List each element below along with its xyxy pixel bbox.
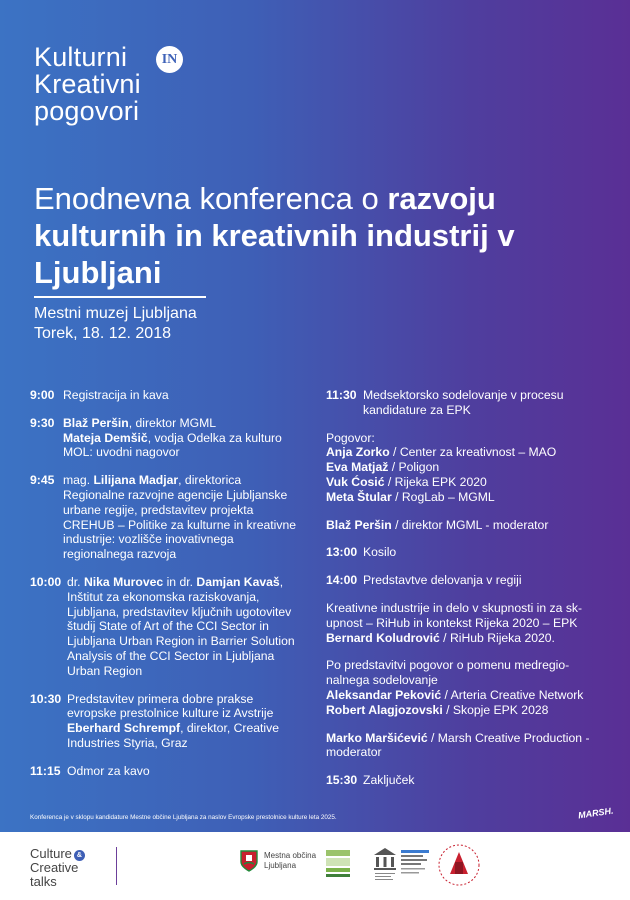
panel-label: Pogovor: (326, 430, 375, 445)
speaker-role: , direktorica (178, 473, 242, 488)
brand-line-1: Kulturni (34, 42, 128, 72)
program-text: Registracija in kava (63, 388, 169, 402)
footnote: Konferenca je v sklopu kandidature Mestne občine Ljubljana za naslov Evropske prestolnice kulture leta 2025. (30, 814, 337, 821)
title-prefix: mag. (63, 473, 94, 488)
panel-discussion (326, 431, 606, 505)
unesco-temple-icon (372, 846, 398, 882)
program-time: 9:30 (30, 415, 55, 430)
speaker-role: / RogLab – MGML (391, 489, 495, 504)
program-item (30, 416, 310, 460)
program-text: Odmor za kavo (67, 763, 150, 778)
speaker-role: , vodja Odelka za kulturo (147, 430, 282, 445)
program-item (30, 575, 310, 679)
program-left-column (30, 388, 310, 792)
brand-logo (34, 44, 141, 125)
speaker-role: / Rijeka EPK 2020 (384, 474, 487, 489)
speaker-name: Anja Zorko (326, 445, 390, 460)
program-time: 11:30 (326, 388, 357, 402)
program-line: upnost – RiHub in kontekst Rijeka 2020 – EPK (326, 615, 578, 630)
speaker-role: / Marsh Creative Production - (427, 730, 590, 745)
program-time: 13:00 (326, 545, 358, 560)
ct-line-1: Culture (30, 846, 72, 861)
footer-logos (0, 832, 630, 900)
program-line: Analysis of the CCI Sector in Ljubljana (67, 648, 275, 663)
program-time: 9:45 (30, 473, 55, 488)
speaker-name: Bernard Koludrović (326, 630, 440, 645)
program-time: 15:30 (326, 773, 358, 788)
speaker-role: / Skopje EPK 2028 (442, 702, 549, 717)
program-line: kandidature za EPK (363, 402, 471, 417)
venue-date: Torek, 18. 12. 2018 (34, 325, 171, 342)
mol-line-2: Ljubljana (264, 861, 297, 870)
speaker-name: Nika Murovec (83, 574, 164, 589)
footer-divider (116, 847, 117, 885)
program-item (30, 473, 310, 562)
program-text: Zaključek (363, 773, 415, 788)
program-line: Industries Styria, Graz (67, 735, 188, 750)
venue-place: Mestni muzej Ljubljana (34, 305, 197, 322)
program-item (326, 545, 606, 560)
program-line: študij State of Art of the CCI Sector in (67, 619, 269, 634)
program-line: nalnega sodelovanje (326, 673, 438, 688)
headline (34, 180, 604, 291)
speaker-name: Meta Štular (326, 489, 392, 504)
ct-line-2: Creative (30, 860, 79, 875)
speaker-role: / Arteria Creative Network (441, 687, 584, 702)
ljubljana-shield-icon (240, 850, 258, 872)
program-line: Inštitut za ekonomska raziskovanja, (67, 589, 260, 604)
program-time: 11:15 (30, 763, 61, 778)
speaker-name: Aleksandar Peković (326, 687, 442, 702)
interregional-block (326, 658, 606, 717)
speaker-name: Blaž Peršin (326, 517, 392, 532)
speaker-name: Robert Alagjozovski (326, 702, 443, 717)
program-line: regionalnega razvoja (63, 547, 177, 562)
program-right-column (326, 388, 606, 801)
program-line: Ljubljana, predstavitev ključnih ugotovitev (67, 604, 292, 619)
speaker-role: / Poligon (388, 460, 440, 475)
program-item (326, 573, 606, 588)
program-text: Predstavtve delovanja v regiji (363, 573, 522, 588)
speaker-name: Mateja Demšič (63, 430, 148, 445)
speaker-role: / direktor MGML - moderator (391, 517, 549, 532)
speaker-role: / Center za kreativnost – MAO (389, 445, 557, 460)
moderator-line (326, 518, 606, 533)
speaker-role: , direktor MGML (128, 415, 217, 430)
program-item (30, 692, 310, 751)
venue (34, 304, 197, 344)
program-line: Ljubljana Urban Region in Barrier Solution (67, 634, 295, 649)
headline-part-2: razvoju kulturnih in kreativnih industrij v Ljubljani (34, 181, 515, 290)
program-time: 14:00 (326, 573, 358, 588)
bid-circle-logo-icon (436, 842, 482, 888)
headline-part-1: Enodnevna konferenca o (34, 181, 388, 216)
program-line: CREHUB – Politike za kulturne in kreativne (63, 517, 297, 532)
connector: in dr. (163, 574, 197, 589)
program-line: urbane regije, predstavitev projekta (63, 502, 254, 517)
program-item (326, 773, 606, 788)
marsh-logo: MARSH. (577, 805, 615, 821)
speaker-role: , direktor, Creative (180, 721, 280, 736)
in-badge-icon: IN (156, 46, 183, 73)
speaker-name: Lilijana Madjar (93, 473, 179, 488)
speaker-name: Eberhard Schrempf (67, 721, 181, 736)
speaker-name: Marko Maršićević (326, 730, 428, 745)
program-line: Po predstavitvi pogovor o pomenu medregio- (326, 658, 570, 673)
program-time: 10:30 (30, 691, 62, 706)
program-line: moderator (326, 745, 382, 760)
program-time: 10:00 (30, 574, 62, 589)
speaker-name: Blaž Peršin (63, 415, 129, 430)
ct-line-3: talks (30, 874, 57, 889)
program-line: Urban Region (67, 663, 143, 678)
moderator-line (326, 731, 606, 761)
speaker-name: Vuk Ćosić (326, 474, 385, 489)
punct: , (279, 574, 284, 589)
program-text: Kosilo (363, 545, 397, 560)
brand-line-2: Kreativni (34, 69, 141, 99)
creative-city-logo-icon (400, 848, 430, 880)
mol-line-1: Mestna občina (264, 851, 317, 860)
title-prefix: dr. (67, 574, 84, 589)
program-line: Medsektorsko sodelovanje v procesu (363, 388, 564, 402)
program-line: evropske prestolnice kulture iz Avstrije (67, 706, 274, 721)
program-item (30, 388, 310, 403)
program-line: Regionalne razvojne agencije Ljubljanske (63, 487, 288, 502)
ampersand-badge-icon: & (74, 850, 85, 861)
program-item (30, 764, 310, 779)
regional-agency-logo-icon (324, 846, 352, 882)
brand-line-3: pogovori (34, 96, 140, 126)
rihub-block (326, 601, 606, 645)
program-item (326, 388, 606, 418)
program-line: Kreativne industrije in delo v skupnosti in za sk- (326, 600, 583, 615)
program-time: 9:00 (30, 388, 55, 402)
program-line: Predstavitev primera dobre prakse (67, 691, 254, 706)
speaker-name: Eva Matjaž (326, 460, 389, 475)
culture-creative-talks-logo (30, 847, 85, 889)
speaker-name: Damjan Kavaš (196, 574, 280, 589)
speaker-role: / RiHub Rijeka 2020. (439, 630, 555, 645)
program-line: industrije: vozlišče inovativnega (63, 532, 234, 547)
program-line: MOL: uvodni nagovor (63, 445, 180, 460)
headline-rule (34, 296, 206, 298)
